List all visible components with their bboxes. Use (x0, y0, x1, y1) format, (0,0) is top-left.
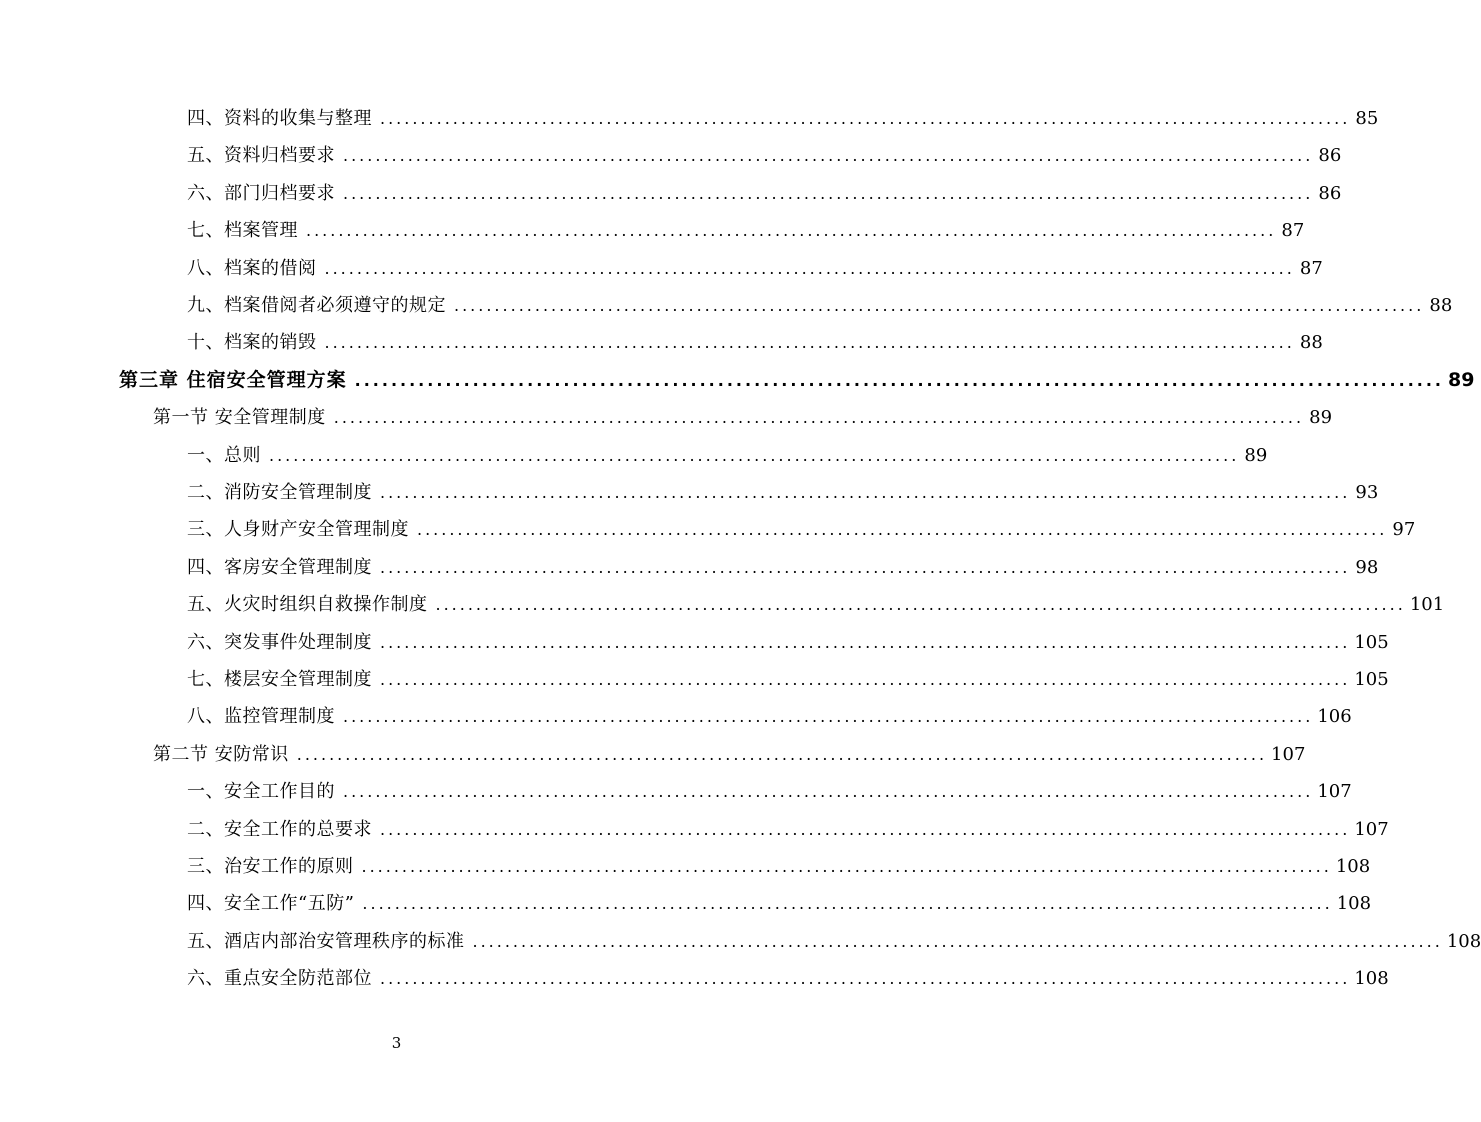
toc-entry-page: 86 (1318, 145, 1342, 167)
toc-dot-leader: ........................................................................................................................ (333, 408, 1305, 428)
toc-entry-title: 第三章 住宿安全管理方案 (119, 368, 347, 391)
toc-entry-title: 六、突发事件处理制度 (187, 631, 372, 653)
toc-entry-title: 五、火灾时组织自救操作制度 (187, 594, 428, 616)
toc-dot-leader: ........................................................................................................................ (380, 483, 1351, 502)
toc-entry-title: 第二节 安防常识 (153, 743, 289, 765)
toc-dot-leader: ........................................................................................................................ (296, 744, 1268, 764)
toc-entry-page: 88 (1429, 295, 1453, 316)
toc-entry-page: 87 (1299, 257, 1323, 279)
toc-entry-page: 107 (1271, 743, 1306, 765)
toc-dot-leader: ........................................................................................................................ (361, 857, 1332, 876)
toc-entry-page: 86 (1318, 182, 1342, 204)
toc-entry-title: 五、资料归档要求 (187, 145, 335, 167)
toc-entry-item[interactable] (187, 773, 1352, 810)
toc-entry-item[interactable] (187, 885, 1372, 922)
toc-entry-page: 108 (1336, 893, 1372, 915)
toc-entry-title: 六、部门归档要求 (187, 182, 335, 204)
toc-entry-title: 四、资料的收集与整理 (187, 108, 372, 129)
toc-entry-item[interactable] (187, 212, 1305, 249)
toc-entry-title: 七、楼层安全管理制度 (187, 669, 372, 690)
toc-entry-page: 106 (1317, 706, 1352, 728)
toc-dot-leader: ........................................................................................................................ (417, 520, 1388, 540)
toc-entry-page: 105 (1354, 669, 1389, 690)
toc-entry-page: 85 (1355, 108, 1379, 129)
toc-entry-title: 五、酒店内部治安管理秩序的标准 (187, 930, 465, 952)
toc-entry-page: 93 (1355, 482, 1379, 503)
toc-dot-leader: ........................................................................................................................ (380, 670, 1351, 689)
toc-entry-title: 三、人身财产安全管理制度 (187, 519, 409, 541)
toc-dot-leader: ........................................................................................................................ (472, 931, 1443, 951)
toc-entry-page: 89 (1309, 407, 1333, 429)
toc-entry-title: 四、客房安全管理制度 (187, 556, 372, 578)
toc-entry-title: 二、消防安全管理制度 (187, 482, 372, 503)
toc-entry-item[interactable] (187, 474, 1379, 511)
toc-dot-leader: ........................................................................................................................ (380, 109, 1351, 128)
toc-entry-page: 98 (1355, 556, 1379, 578)
toc-dot-leader: ........................................................................................................................ (380, 632, 1351, 652)
toc-dot-leader: ........................................................................................................................ (269, 445, 1240, 465)
toc-entry-chapter[interactable] (119, 362, 1475, 399)
toc-dot-leader: ........................................................................................................................ (380, 819, 1351, 839)
toc-dot-leader: ........................................................................................................................ (343, 782, 1314, 802)
toc-dot-leader: ........................................................................................................................ (324, 333, 1295, 353)
toc-dot-leader: ........................................................................................................................ (380, 969, 1351, 989)
toc-dot-leader: ........................................................................................................................ (435, 595, 1406, 615)
page-number: 3 (391, 1034, 402, 1052)
toc-entry-item[interactable] (187, 511, 1416, 548)
toc-entry-item[interactable] (187, 698, 1352, 735)
toc-entry-section[interactable] (153, 399, 1333, 436)
toc-entry-title: 一、安全工作目的 (187, 781, 335, 803)
toc-entry-section[interactable] (153, 736, 1306, 773)
toc-entry-title: 十、档案的销毁 (187, 332, 317, 354)
toc-entry-title: 二、安全工作的总要求 (187, 818, 372, 840)
toc-entry-item[interactable] (187, 549, 1379, 586)
toc-entry-title: 九、档案借阅者必须遵守的规定 (187, 295, 446, 316)
toc-dot-leader: ........................................................................................................................ (343, 146, 1314, 166)
toc-entry-page: 97 (1392, 519, 1416, 541)
toc-entry-item[interactable] (187, 287, 1453, 324)
toc-entry-title: 三、治安工作的原则 (187, 856, 354, 877)
toc-dot-leader: ........................................................................................................................ (362, 894, 1333, 914)
toc-dot-leader: ........................................................................................................................ (324, 258, 1295, 278)
toc-entry-item[interactable] (187, 100, 1379, 137)
toc-entry-page: 107 (1317, 781, 1352, 803)
toc-entry-page: 108 (1335, 856, 1371, 877)
toc-entry-item[interactable] (187, 624, 1389, 661)
toc-entry-title: 第一节 安全管理制度 (153, 407, 326, 429)
toc-dot-leader: ........................................................................................................................ (343, 183, 1314, 203)
toc-entry-item[interactable] (187, 324, 1323, 361)
toc-dot-leader: ........................................................................................................................ (354, 370, 1444, 390)
toc-entry-page: 89 (1244, 444, 1268, 466)
toc-entry-item[interactable] (187, 137, 1342, 174)
toc-dot-leader: ........................................................................................................................ (454, 296, 1425, 315)
toc-entry-page: 88 (1299, 332, 1323, 354)
toc-entry-item[interactable] (187, 437, 1268, 474)
toc-entry-item[interactable] (187, 661, 1389, 698)
toc-dot-leader: ........................................................................................................................ (306, 221, 1277, 241)
toc-entry-page: 89 (1448, 368, 1475, 391)
toc-entry-item[interactable] (187, 250, 1323, 287)
toc-entry-title: 七、档案管理 (187, 220, 298, 242)
toc-entry-title: 四、安全工作“五防” (187, 893, 355, 915)
toc-entry-item[interactable] (187, 175, 1342, 212)
toc-entry-item[interactable] (187, 923, 1481, 960)
toc-entry-page: 105 (1354, 631, 1389, 653)
toc-entry-item[interactable] (187, 960, 1389, 997)
toc-entry-page: 107 (1354, 818, 1389, 840)
toc-entry-page: 101 (1409, 594, 1445, 616)
toc-entry-page: 108 (1354, 968, 1389, 990)
toc-entry-item[interactable] (187, 848, 1371, 885)
toc-entry-title: 六、重点安全防范部位 (187, 968, 372, 990)
toc-entry-item[interactable] (187, 586, 1445, 623)
toc-entry-page: 108 (1446, 930, 1481, 952)
toc-entry-title: 一、总则 (187, 444, 261, 466)
toc-entry-page: 87 (1281, 220, 1305, 242)
toc-dot-leader: ........................................................................................................................ (380, 557, 1351, 577)
toc-entry-title: 八、监控管理制度 (187, 706, 335, 728)
toc-entry-title: 八、档案的借阅 (187, 257, 317, 279)
toc-entry-item[interactable] (187, 811, 1389, 848)
toc-dot-leader: ........................................................................................................................ (343, 707, 1314, 727)
